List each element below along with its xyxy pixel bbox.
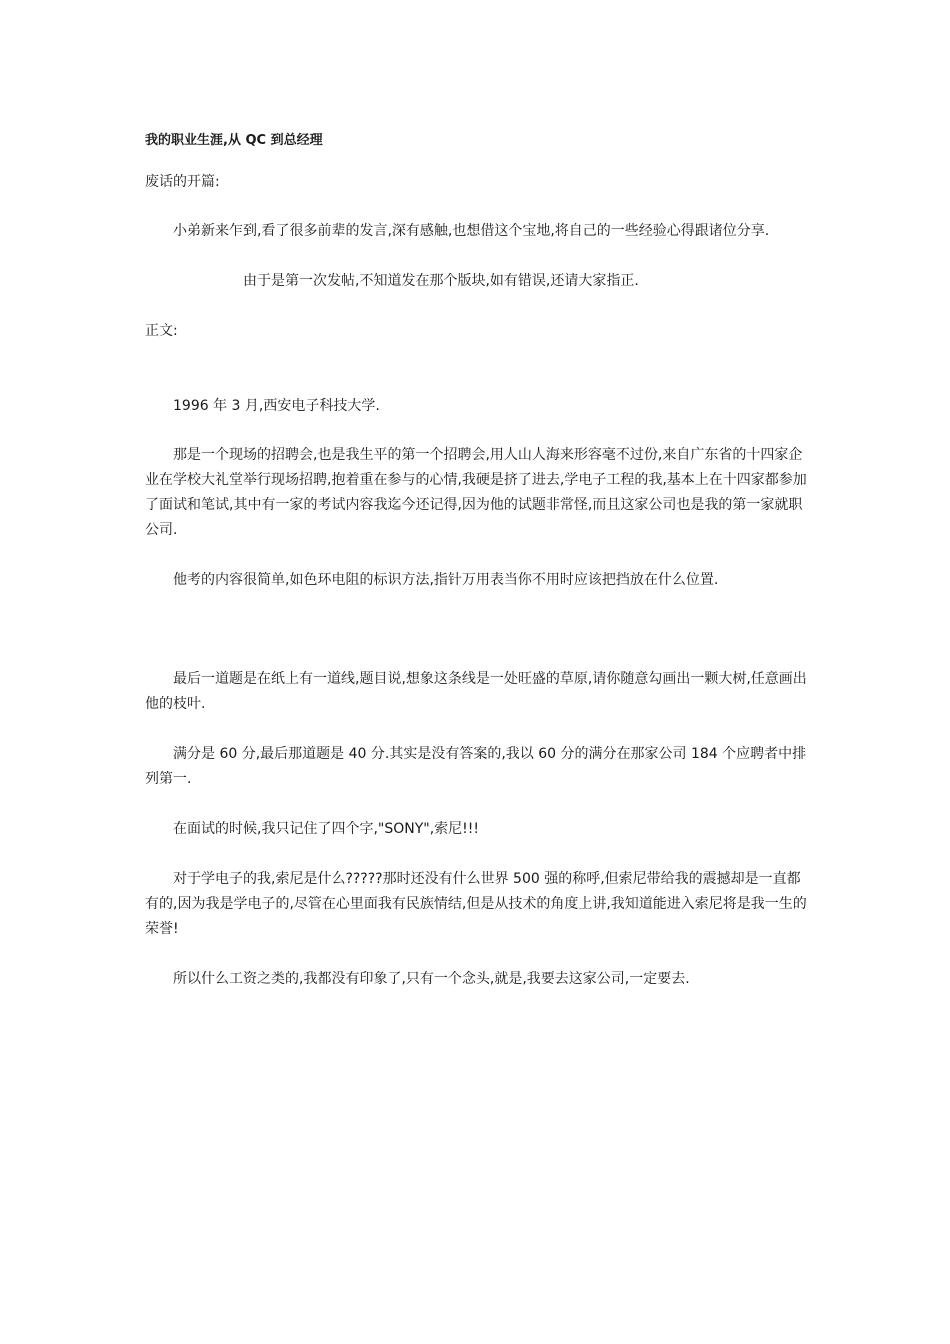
body-heading: 正文:: [145, 323, 178, 339]
preface-heading: 废话的开篇:: [145, 174, 220, 190]
paragraph-job-fair: 那是一个现场的招聘会,也是我生平的第一个招聘会,用人山人海来形容毫不过份,来自广东省的十四家企业在学校大礼堂举行现场招聘,抱着重在参与的心情,我硬是挤了进去,学电子工程的我,基本上在十四家都参加了面试和笔试,其中有一家的考试内容我迄今还记得,因为他的试题非常怪,而且这家公司也是我的第一家就职公司.: [145, 447, 807, 538]
paragraph-last-question: 最后一道题是在纸上有一道线,题目说,想象这条线是一处旺盛的草原,请你随意勾画出一颗大树,任意画出他的枝叶.: [145, 671, 807, 712]
paragraph-score: 满分是 60 分,最后那道题是 40 分.其实是没有答案的,我以 60 分的满分在那家公司 184 个应聘者中排列第一.: [145, 746, 807, 787]
paragraph-interview: 在面试的时候,我只记住了四个字,"SONY",索尼!!!: [145, 821, 479, 837]
intro-note: 由于是第一次发帖,不知道发在那个版块,如有错误,还请大家指正.: [145, 273, 639, 289]
paragraph-date: 1996 年 3 月,西安电子科技大学.: [145, 398, 380, 414]
intro-paragraph: 小弟新来乍到,看了很多前辈的发言,深有感触,也想借这个宝地,将自己的一些经验心得跟诸位分享.: [145, 223, 770, 239]
paragraph-exam-content: 他考的内容很简单,如色环电阻的标识方法,指针万用表当你不用时应该把挡放在什么位置.: [145, 572, 719, 588]
paragraph-decision: 所以什么工资之类的,我都没有印象了,只有一个念头,就是,我要去这家公司,一定要去.: [145, 971, 690, 987]
paragraph-sony: 对于学电子的我,索尼是什么?????那时还没有什么世界 500 强的称呼,但索尼带给我的震撼却是一直都有的,因为我是学电子的,尽管在心里面我有民族情结,但是从技术的角度上讲,我知道能进入索尼将是我一生的荣誉!: [145, 871, 807, 937]
document-title: 我的职业生涯,从 QC 到总经理: [145, 133, 323, 148]
